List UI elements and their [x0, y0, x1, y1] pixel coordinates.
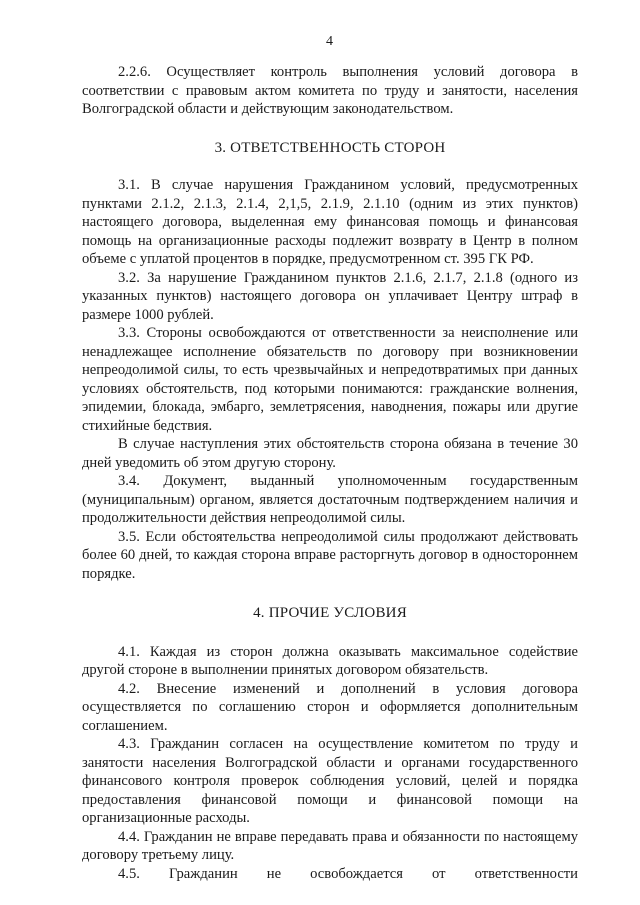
paragraph-3-3-continued: В случае наступления этих обстоятельств сторона обязана в течение 30 дней уведомить об этом другую сторону. [82, 436, 578, 471]
paragraph-4-2: 4.2. Внесение изменений и дополнений в условия договора осуществляется по соглашению сторон и оформляется дополнительным соглашением. [82, 680, 578, 734]
paragraph-3-4: 3.4. Документ, выданный уполномоченным государственным (муниципальным) органом, является достаточным подтверждением наличия и продолжительности действия непреодолимой силы. [82, 473, 578, 526]
paragraph-3-2: 3.2. За нарушение Гражданином пунктов 2.1.6, 2.1.7, 2.1.8 (одного из указанных пунктов) настоящего договора он уплачивает Центру штраф в размере 1000 рублей. [82, 269, 578, 323]
paragraph-4-1: 4.1. Каждая из сторон должна оказывать максимальное содействие другой стороне в выполнении принятых договором обязательств. [82, 643, 578, 678]
section-3-title: 3. ОТВЕТСТВЕННОСТЬ СТОРОН [214, 139, 446, 156]
page-number: 4 [326, 34, 333, 49]
paragraph-4-5: 4.5. Гражданин не освобождается от ответственности [118, 865, 578, 882]
paragraph-4-3: 4.3. Гражданин согласен на осуществление комитетом по труду и занятости населения Волгоградской области и органами государственного финансового контроля проверок соблюдения условий, целей и порядка предоставления финансовой помощи и финансовой помощи на организационные расходы. [82, 736, 578, 826]
paragraph-3-5: 3.5. Если обстоятельства непреодолимой силы продолжают действовать более 60 дней, то каждая сторона вправе расторгнуть договор в одностороннем порядке. [82, 528, 578, 582]
paragraph-3-3: 3.3. Стороны освобождаются от ответственности за неисполнение или ненадлежащее исполнение обязательств по договору при возникновении непреодолимой силы, то есть чрезвычайных и непредотвратимых при данных условиях обстоятельств, под которыми понимаются: гражданские волнения, эпидемии, блокада, эмбарго, землетрясения, наводнения, пожары или другие стихийные бедствия. [82, 325, 578, 434]
paragraph-3-1: 3.1. В случае нарушения Гражданином условий, предусмотренных пунктами 2.1.2, 2.1.3, 2.1.4, 2,1,5, 2.1.9, 2.1.10 (одним из этих пунктов) настоящего договора, выделенная ему финансовая помощь и финансовая помощь на организационные расходы подлежит возврату в Центр в полном объеме с уплатой процентов в порядке, предусмотренном ст. 395 ГК РФ. [82, 177, 578, 267]
paragraph-2-2-6: 2.2.6. Осуществляет контроль выполнения условий договора в соответствии с правовым актом комитета по труду и занятости, населения Волгоградской области и действующим законодательством. [82, 64, 578, 117]
paragraph-4-4: 4.4. Гражданин не вправе передавать права и обязанности по настоящему договору третьему лицу. [82, 828, 578, 863]
document-body [82, 63, 578, 883]
section-4-title: 4. ПРОЧИЕ УСЛОВИЯ [253, 605, 407, 621]
